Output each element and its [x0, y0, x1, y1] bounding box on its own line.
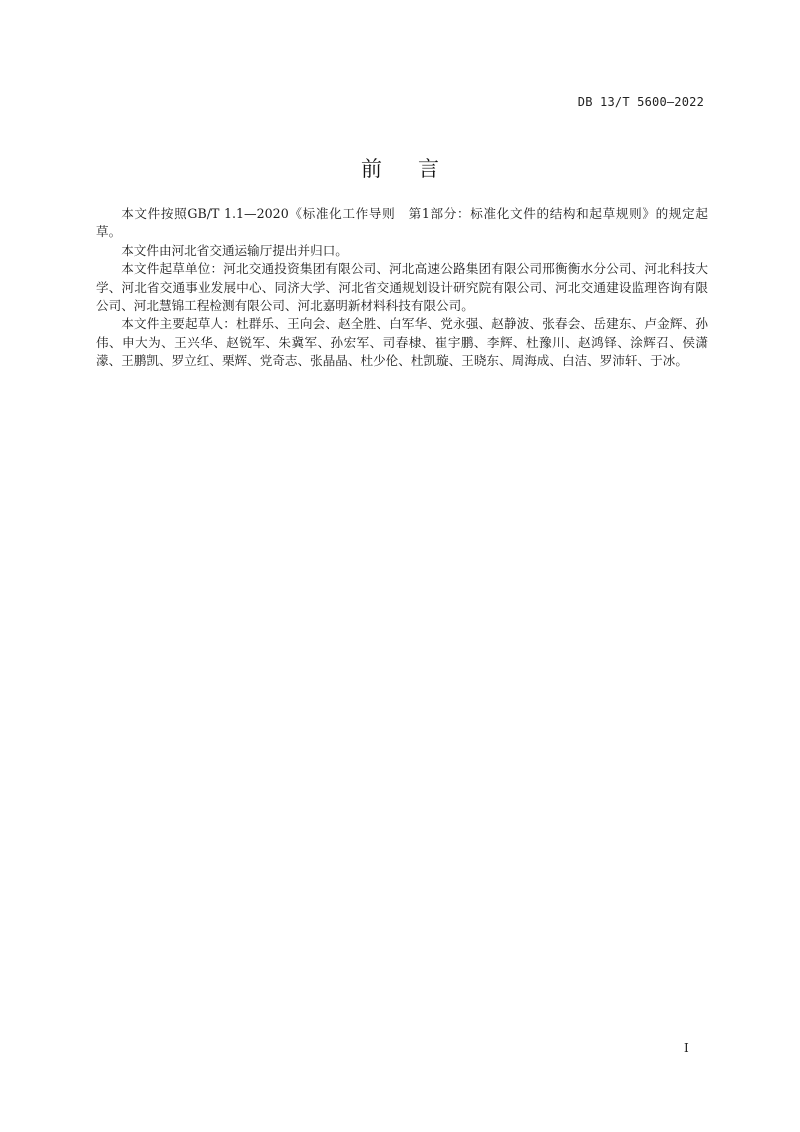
page-title: 前言 — [361, 157, 475, 181]
page-number: I — [684, 1041, 689, 1055]
foreword-body — [96, 205, 708, 371]
document-code: DB 13/T 5600—2022 — [577, 95, 704, 109]
paragraph-drafting-units: 本文件起草单位：河北交通投资集团有限公司、河北高速公路集团有限公司邢衡衡水分公司、河北科技大学、河北省交通事业发展中心、同济大学、河北省交通规划设计研究院有限公司、河北交通建设监理咨询有限公司、河北慧锦工程检测有限公司、河北嘉明新材料科技有限公司。 — [96, 261, 708, 314]
paragraph-proposer: 本文件由河北省交通运输厅提出并归口。 — [121, 242, 348, 258]
paragraph-drafting-basis: 本文件按照GB/T 1.1—2020《标准化工作导则 第1部分：标准化文件的结构和起草规则》的规定起草。 — [96, 206, 708, 240]
paragraph-drafters: 本文件主要起草人：杜群乐、王向会、赵全胜、白军华、党永强、赵静波、张春会、岳建东、卢金辉、孙伟、申大为、王兴华、赵锐军、朱冀军、孙宏军、司春棣、崔宇鹏、李辉、杜豫川、赵鸿铎、涂辉召、侯潇濛、王鹏凯、罗立红、栗辉、党奇志、张晶晶、杜少伦、杜凯璇、王晓东、周海成、白洁、罗沛轩、于冰。 — [96, 316, 708, 369]
